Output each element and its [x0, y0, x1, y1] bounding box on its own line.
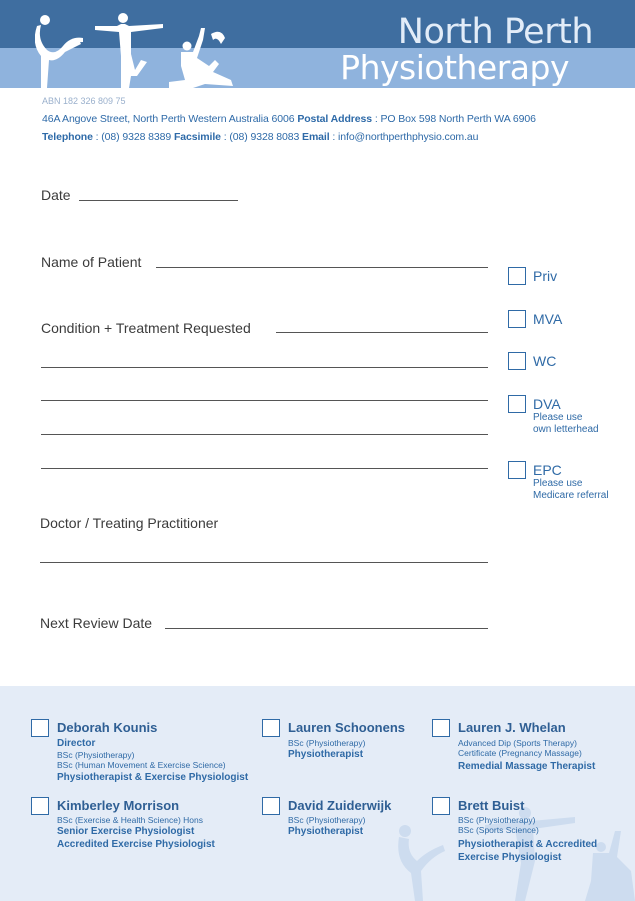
staff-name: Kimberley Morrison: [57, 798, 180, 813]
staff-role-2: Exercise Physiologist: [458, 852, 562, 863]
staff-checkbox-lauren-schoonens[interactable]: [262, 719, 280, 737]
mva-label: MVA: [533, 311, 563, 327]
staff-name: David Zuiderwijk: [288, 798, 392, 813]
epc-note-line1: Please use: [533, 478, 583, 489]
condition-field-line-5[interactable]: [41, 468, 488, 469]
condition-field-line-1[interactable]: [276, 332, 488, 333]
staff-role-1: Physiotherapist: [288, 826, 364, 837]
epc-checkbox[interactable]: [508, 461, 526, 479]
epc-label: EPC: [533, 462, 562, 478]
staff-checkbox-deborah-kounis[interactable]: [31, 719, 49, 737]
condition-field-line-2[interactable]: [41, 367, 488, 368]
condition-field-line-3[interactable]: [41, 400, 488, 401]
dva-note-line1: Please use: [533, 412, 583, 423]
staff-role-1: Senior Exercise Physiologist: [57, 826, 195, 837]
email-value: : info@northperthphysio.com.au: [332, 131, 479, 143]
abn-number: ABN 182 326 809 75: [42, 96, 126, 106]
doctor-field-line[interactable]: [40, 562, 488, 563]
staff-name: Lauren Schoonens: [288, 720, 406, 735]
staff-qualification-2: Certificate (Pregnancy Massage): [458, 748, 582, 758]
facsimile-value: : (08) 9328 8083: [223, 131, 300, 143]
telephone-label: Telephone: [42, 131, 93, 143]
staff-qualification-2: BSc (Human Movement & Exercise Science): [57, 760, 226, 770]
mva-checkbox[interactable]: [508, 310, 526, 328]
wc-checkbox[interactable]: [508, 352, 526, 370]
staff-title: Director: [57, 738, 96, 749]
staff-qualification-1: BSc (Physiotherapy): [288, 815, 366, 825]
condition-label: Condition + Treatment Requested: [41, 320, 251, 336]
staff-name: Brett Buist: [458, 798, 525, 813]
facsimile-label: Facsimile: [173, 131, 221, 143]
staff-role-2: Accredited Exercise Physiologist: [57, 839, 215, 850]
staff-name: Deborah Kounis: [57, 720, 158, 735]
staff-footer: [0, 686, 635, 901]
doctor-label: Doctor / Treating Practitioner: [40, 515, 219, 531]
dva-label: DVA: [533, 396, 561, 412]
yoga-figures-logo-icon: [35, 10, 240, 90]
patient-name-field-line[interactable]: [156, 267, 488, 268]
staff-role-1: Physiotherapist & Exercise Physiologist: [57, 772, 249, 783]
dva-checkbox[interactable]: [508, 395, 526, 413]
epc-note-line2: Medicare referral: [533, 490, 609, 501]
staff-name: Lauren J. Whelan: [458, 720, 566, 735]
address-line: [42, 113, 536, 125]
staff-role-1: Physiotherapist: [288, 749, 364, 760]
brand-name-line2: Physiotherapy: [340, 48, 569, 87]
phone-line: [42, 131, 478, 143]
staff-checkbox-david-zuiderwijk[interactable]: [262, 797, 280, 815]
brand-name-line1: North Perth: [397, 12, 593, 52]
staff-checkbox-kimberley-morrison[interactable]: [31, 797, 49, 815]
staff-qualification-1: BSc (Exercise & Health Science) Hons: [57, 815, 203, 825]
dva-note-line2: own letterhead: [533, 424, 599, 435]
date-field-line[interactable]: [79, 200, 238, 201]
priv-label: Priv: [533, 268, 558, 284]
patient-name-label: Name of Patient: [41, 254, 142, 270]
review-date-field-line[interactable]: [165, 628, 488, 629]
wc-label: WC: [533, 353, 557, 369]
staff-qualification-1: Advanced Dip (Sports Therapy): [458, 738, 577, 748]
staff-qualification-1: BSc (Physiotherapy): [288, 738, 366, 748]
priv-checkbox[interactable]: [508, 267, 526, 285]
staff-role-1: Physiotherapist & Accredited: [458, 839, 598, 850]
staff-qualification-2: BSc (Sports Science): [458, 825, 539, 835]
staff-role-1: Remedial Massage Therapist: [458, 761, 596, 772]
staff-qualification-1: BSc (Physiotherapy): [57, 750, 135, 760]
telephone-value: : (08) 9328 8389: [95, 131, 172, 143]
postal-label: Postal Address: [297, 113, 372, 125]
review-date-label: Next Review Date: [40, 615, 153, 631]
staff-qualification-1: BSc (Physiotherapy): [458, 815, 536, 825]
staff-checkbox-lauren-whelan[interactable]: [432, 719, 450, 737]
email-label: Email: [302, 131, 330, 143]
street-address: 46A Angove Street, North Perth Western Australia 6006: [42, 113, 295, 125]
postal-value: : PO Box 598 North Perth WA 6906: [374, 113, 536, 125]
date-label: Date: [41, 187, 71, 203]
condition-field-line-4[interactable]: [41, 434, 488, 435]
staff-checkbox-brett-buist[interactable]: [432, 797, 450, 815]
